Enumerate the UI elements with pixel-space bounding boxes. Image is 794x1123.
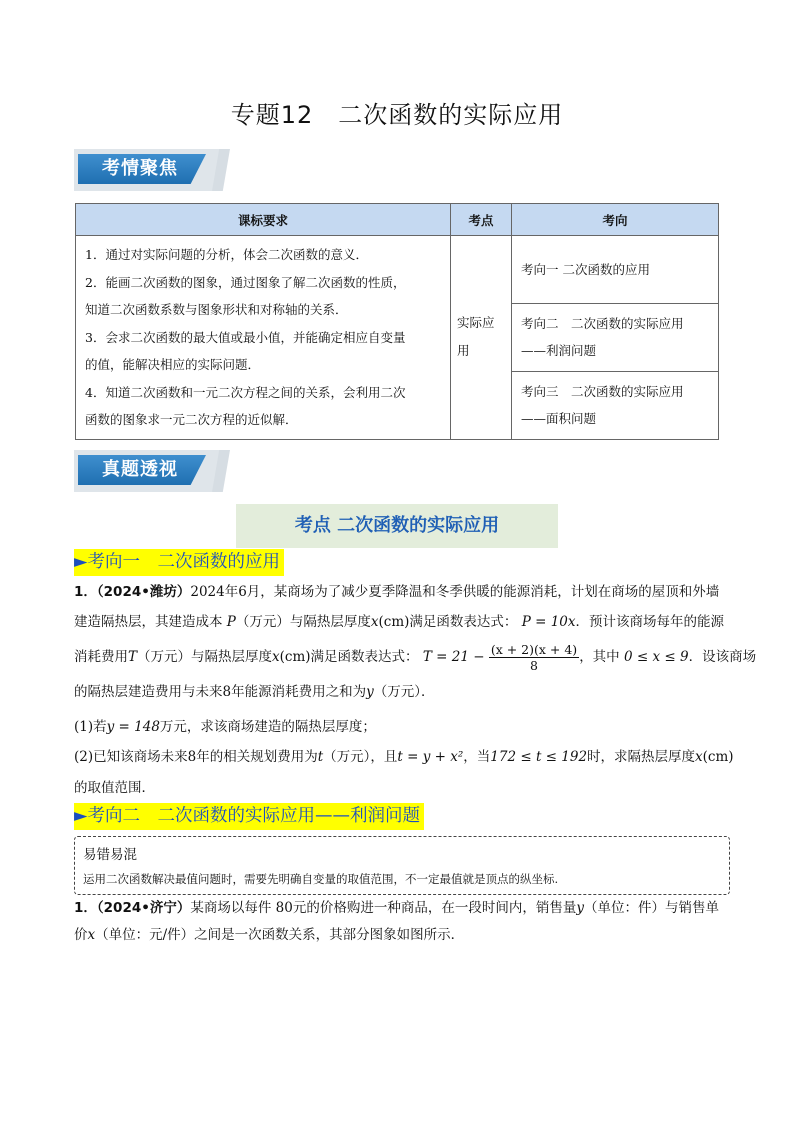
- question-source: （2024•济宁）: [96, 900, 191, 916]
- question-line: [74, 642, 756, 673]
- math-formula: t = y + x²: [397, 749, 464, 765]
- math-var: y: [366, 684, 374, 700]
- question-text: ，当: [463, 749, 491, 765]
- list-item: 4．知道二次函数和一元二次方程之间的关系，会利用二次: [85, 384, 406, 400]
- question-text: 的取值范围．: [74, 780, 155, 796]
- requirements-table: [75, 203, 719, 440]
- math-formula: 0 ≤ x ≤ 9: [623, 649, 689, 665]
- fraction-denominator: 8: [530, 658, 538, 673]
- header-direction: 考向: [512, 204, 719, 236]
- math-var: x: [87, 927, 96, 943]
- direction-cell: [512, 303, 719, 371]
- question-text: (2)已知该商场未来8年的相关规划费用为: [74, 749, 318, 765]
- question-line: [74, 715, 376, 739]
- direction-item-sub: ——利润问题: [521, 343, 597, 359]
- question-line: [74, 923, 464, 947]
- question-text: （单位：元/件）之间是一次函数关系，其部分图象如图所示．: [95, 927, 465, 943]
- question-1-block: [74, 580, 757, 802]
- math-var: P: [226, 614, 236, 630]
- question-text: 建造隔热层，其建造成本: [74, 614, 223, 630]
- list-item: 函数的图象求一元二次方程的近似解．: [85, 412, 298, 427]
- question-line: [74, 745, 734, 769]
- requirements-list: [77, 237, 449, 438]
- question-text: 的隔热层建造费用与未来8年能源消耗费用之和为: [74, 684, 367, 700]
- list-item: 知道二次函数系数与图象形状和对称轴的关系．: [85, 302, 348, 317]
- note-text: 运用二次函数解决最值问题时，需要先明确自变量的取值范围，不一定最值就是顶点的纵坐标.: [83, 872, 559, 886]
- question-text: （万元）与隔热层厚度: [235, 614, 371, 630]
- question-text: 消耗费用: [74, 649, 128, 665]
- list-item: 1．通过对实际问题的分析，体会二次函数的意义．: [85, 247, 368, 262]
- question-text: ．预计该商场每年的能源: [575, 614, 724, 630]
- question-text: 万元，求该商场建造的隔热层厚度；: [159, 719, 376, 735]
- header-requirements: 课标要求: [76, 204, 451, 236]
- question-text: (1)若: [74, 719, 107, 735]
- question-text: 满足函数表达式：: [409, 614, 518, 630]
- kaodian-cell: [451, 236, 512, 440]
- math-unit: (cm): [279, 649, 311, 665]
- direction-cell: [512, 371, 719, 439]
- math-unit: (cm): [378, 614, 410, 630]
- math-var: x: [272, 649, 280, 665]
- direction-cell: [512, 236, 719, 304]
- banner-label: 考情聚焦: [102, 158, 178, 179]
- table-header-row: [76, 204, 719, 236]
- question-line: [74, 896, 719, 920]
- question-text: 价: [74, 927, 88, 943]
- math-var: x: [370, 614, 379, 630]
- direction-item: 考向三 二次函数的实际应用: [521, 384, 684, 400]
- question-line: [74, 580, 719, 604]
- math-formula: P = 10x: [521, 614, 576, 630]
- page-title: 专题12 二次函数的实际应用: [230, 101, 564, 129]
- math-formula: 172 ≤ t ≤ 192: [490, 749, 588, 765]
- section-banner-kaoqing: [74, 149, 230, 191]
- subheading-direction-2: ►考向二 二次函数的实际应用——利润问题: [74, 803, 424, 830]
- question-number: 1．: [74, 584, 97, 600]
- math-formula: T = 21 −: [422, 649, 485, 665]
- math-var: x: [695, 749, 703, 765]
- question-2-block: [74, 896, 722, 956]
- subheading-direction-1: ►考向一 二次函数的应用: [74, 549, 284, 576]
- math-var: y: [576, 900, 584, 916]
- kaodian-title: 考点 二次函数的实际应用: [236, 504, 558, 548]
- question-text: （万元）．: [373, 684, 435, 700]
- question-text: ．设该商场: [688, 649, 757, 665]
- banner-label: 真题透视: [102, 459, 178, 480]
- question-line: [74, 610, 724, 634]
- requirements-cell: [76, 236, 451, 440]
- question-text: 时，求隔热层厚度: [587, 749, 696, 765]
- table-row: [76, 236, 719, 304]
- direction-item: 考向一 二次函数的应用: [521, 261, 650, 277]
- math-var: T: [128, 649, 138, 665]
- error-prone-note: [74, 836, 730, 895]
- question-text: 满足函数表达式：: [310, 649, 419, 665]
- direction-item-sub: ——面积问题: [521, 411, 597, 427]
- question-line: [74, 776, 155, 800]
- question-text: （万元）与隔热层厚度: [137, 649, 273, 665]
- math-var: t: [317, 749, 324, 765]
- question-source: （2024•潍坊）: [96, 584, 191, 600]
- math-fraction: [489, 642, 579, 673]
- kaodian-text: 实际应: [457, 315, 495, 331]
- question-text: 某商场以每件 80元的价格购进一种商品，在一段时间内，销售量: [190, 900, 577, 916]
- section-banner-zhenti: [74, 450, 230, 492]
- question-text: （万元），且: [323, 749, 398, 765]
- question-line: [74, 680, 434, 704]
- header-kaodian: 考点: [451, 204, 512, 236]
- question-text: 2024年6月，某商场为了减少夏季降温和冬季供暖的能源消耗，计划在商场的屋顶和外墙: [190, 584, 720, 600]
- note-title: 易错易混: [83, 847, 137, 863]
- list-item: 3．会求二次函数的最大值或最小值，并能确定相应自变量: [85, 329, 406, 345]
- fraction-numerator: (x + 2)(x + 4): [490, 642, 578, 657]
- kaodian-text: 用: [457, 343, 470, 359]
- math-unit: (cm): [702, 749, 734, 765]
- question-text: （单位：件）与销售单: [583, 900, 719, 916]
- list-item: 的值，能解决相应的实际问题．: [85, 357, 261, 372]
- direction-item: 考向二 二次函数的实际应用: [521, 316, 684, 332]
- question-text: ，其中: [579, 649, 620, 665]
- math-formula: y = 148: [106, 719, 160, 735]
- question-number: 1．: [74, 900, 97, 916]
- list-item: 2．能画二次函数的图象，通过图象了解二次函数的性质，: [85, 274, 406, 290]
